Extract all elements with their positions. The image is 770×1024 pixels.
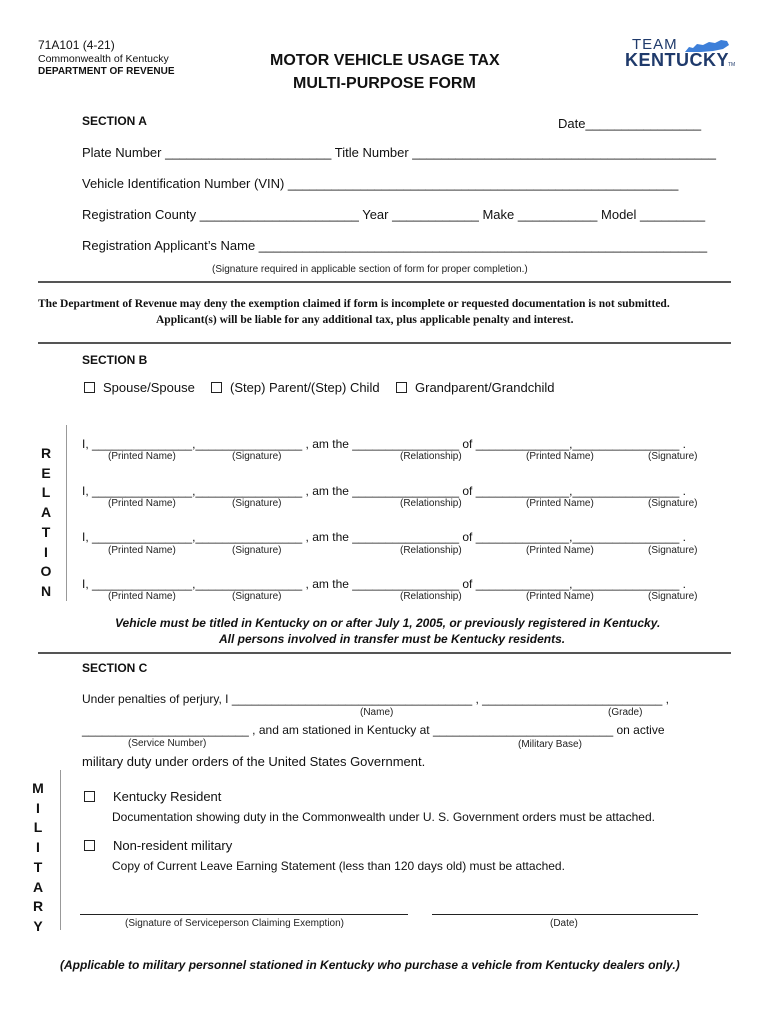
section-a-label: SECTION A [82, 114, 147, 128]
sub-printed-name: (Printed Name) [526, 591, 594, 602]
divider-a [38, 281, 731, 283]
vertical-letter: I [36, 839, 40, 856]
option-grandparent-label: Grandparent/Grandchild [415, 380, 555, 395]
non-resident-label: Non-resident military [113, 838, 233, 853]
sub-military-base: (Military Base) [518, 739, 582, 750]
military-bracket [60, 770, 61, 930]
warning-line2: Applicant(s) will be liable for any additional tax, plus applicable penalty and interest. [156, 314, 574, 326]
checkbox-icon[interactable] [84, 382, 95, 393]
sub-signature: (Signature) [232, 591, 282, 602]
sub-printed-name: (Printed Name) [526, 545, 594, 556]
vertical-letter: R [40, 445, 52, 461]
vertical-letter: T [41, 523, 51, 540]
sub-name: (Name) [360, 707, 394, 718]
military-dealer-note: (Applicable to military personnel stationed in Kentucky who purchase a vehicle from Kentucky dealers only.) [60, 958, 680, 972]
vertical-letter: L [33, 819, 43, 836]
divider-b [38, 342, 731, 344]
relation-row-1[interactable]: I, _______________,________________ , am the ________________ of ______________,________________ . [82, 437, 686, 451]
section-c-label: SECTION C [82, 661, 148, 675]
date-field[interactable]: Date________________ [558, 116, 702, 131]
sub-signature: (Signature) [648, 498, 698, 509]
sub-signature: (Signature) [232, 451, 282, 462]
signature-caption: (Signature of Serviceperson Claiming Exemption) [125, 918, 344, 929]
sub-relationship: (Relationship) [400, 451, 462, 462]
date-signature-line[interactable] [432, 914, 698, 915]
form-title-line1: MOTOR VEHICLE USAGE TAX [270, 52, 500, 69]
section-b-label: SECTION B [82, 353, 148, 367]
sub-printed-name: (Printed Name) [108, 591, 176, 602]
vin-field[interactable]: Vehicle Identification Number (VIN) ______________________________________________________ [82, 176, 679, 191]
option-grandparent[interactable] [396, 380, 554, 395]
option-non-resident[interactable] [84, 838, 232, 853]
sub-grade: (Grade) [608, 707, 643, 718]
sub-printed-name: (Printed Name) [526, 451, 594, 462]
sub-service-number: (Service Number) [128, 738, 207, 749]
option-spouse[interactable] [84, 380, 195, 395]
checkbox-icon[interactable] [84, 840, 95, 851]
vertical-letter: R [32, 898, 44, 915]
applicant-name-field[interactable]: Registration Applicant’s Name ______________________________________________________________ [82, 238, 708, 253]
relation-vertical-label [38, 444, 54, 602]
sub-signature: (Signature) [232, 498, 282, 509]
warning-line1: The Department of Revenue may deny the exemption claimed if form is incomplete or requested documentation is not submitted. [38, 298, 670, 310]
checkbox-icon[interactable] [84, 791, 95, 802]
sub-printed-name: (Printed Name) [526, 498, 594, 509]
kentucky-resident-desc: Documentation showing duty in the Commonwealth under U. S. Government orders must be attached. [112, 810, 655, 824]
option-parent-child-label: (Step) Parent/(Step) Child [230, 380, 380, 395]
plate-title-fields[interactable]: Plate Number _______________________ Title Number __________________________________________ [82, 145, 716, 160]
vertical-letter: M [32, 780, 44, 796]
kentucky-notice-line1: Vehicle must be titled in Kentucky on or after July 1, 2005, or previously registered in Kentucky. [115, 616, 661, 630]
sub-printed-name: (Printed Name) [108, 498, 176, 509]
vertical-letter: N [40, 582, 52, 599]
sub-signature: (Signature) [648, 591, 698, 602]
military-duty-text: military duty under orders of the United States Government. [82, 754, 426, 769]
vertical-letter: Y [33, 917, 43, 934]
sub-signature: (Signature) [648, 545, 698, 556]
service-number-base-fields[interactable]: _________________________ , and am stationed in Kentucky at ___________________________ on active [82, 723, 665, 737]
relation-row-3[interactable]: I, _______________,________________ , am the ________________ of ______________,________________ . [82, 530, 686, 544]
date-caption: (Date) [550, 918, 578, 929]
sub-relationship: (Relationship) [400, 498, 462, 509]
sub-signature: (Signature) [648, 451, 698, 462]
divider-c [38, 652, 731, 654]
sub-relationship: (Relationship) [400, 545, 462, 556]
checkbox-icon[interactable] [396, 382, 407, 393]
vertical-letter: E [41, 464, 51, 481]
logo-trademark: TM [728, 62, 736, 68]
option-spouse-label: Spouse/Spouse [103, 380, 195, 395]
non-resident-desc: Copy of Current Leave Earning Statement (less than 120 days old) must be attached. [112, 859, 565, 873]
form-number: 71A101 (4-21) [38, 38, 115, 52]
vertical-letter: L [41, 484, 51, 501]
commonwealth-label: Commonwealth of Kentucky [38, 53, 169, 65]
signature-note: (Signature required in applicable section of form for proper completion.) [212, 264, 528, 275]
sub-signature: (Signature) [232, 545, 282, 556]
vertical-letter: I [44, 543, 48, 560]
department-label: DEPARTMENT OF REVENUE [38, 66, 175, 77]
serviceperson-signature-line[interactable] [80, 914, 408, 915]
county-year-make-model-fields[interactable]: Registration County ______________________ Year ____________ Make ___________ Model _________ [82, 207, 706, 222]
form-title-line2: MULTI-PURPOSE FORM [293, 75, 476, 92]
relation-bracket [66, 425, 67, 601]
option-kentucky-resident[interactable] [84, 789, 221, 804]
vertical-letter: A [40, 504, 52, 521]
sub-printed-name: (Printed Name) [108, 545, 176, 556]
option-parent-child[interactable] [211, 380, 380, 395]
vertical-letter: I [36, 799, 40, 816]
vertical-letter: A [32, 878, 44, 895]
checkbox-icon[interactable] [211, 382, 222, 393]
vertical-letter: T [33, 858, 43, 875]
vertical-letter: O [40, 563, 52, 580]
kentucky-notice-line2: All persons involved in transfer must be Kentucky residents. [219, 632, 566, 646]
relation-row-2[interactable]: I, _______________,________________ , am the ________________ of ______________,________________ . [82, 484, 686, 498]
perjury-name-grade-fields[interactable]: Under penalties of perjury, I ____________________________________ , ___________________________ , [82, 692, 669, 706]
sub-printed-name: (Printed Name) [108, 451, 176, 462]
military-vertical-label [30, 779, 46, 937]
relation-row-4[interactable]: I, _______________,________________ , am the ________________ of ______________,________________ . [82, 577, 686, 591]
logo-kentucky-text: KENTUCKY [625, 50, 730, 70]
logo-team-text: TEAM [632, 36, 678, 53]
sub-relationship: (Relationship) [400, 591, 462, 602]
kentucky-resident-label: Kentucky Resident [113, 789, 222, 804]
